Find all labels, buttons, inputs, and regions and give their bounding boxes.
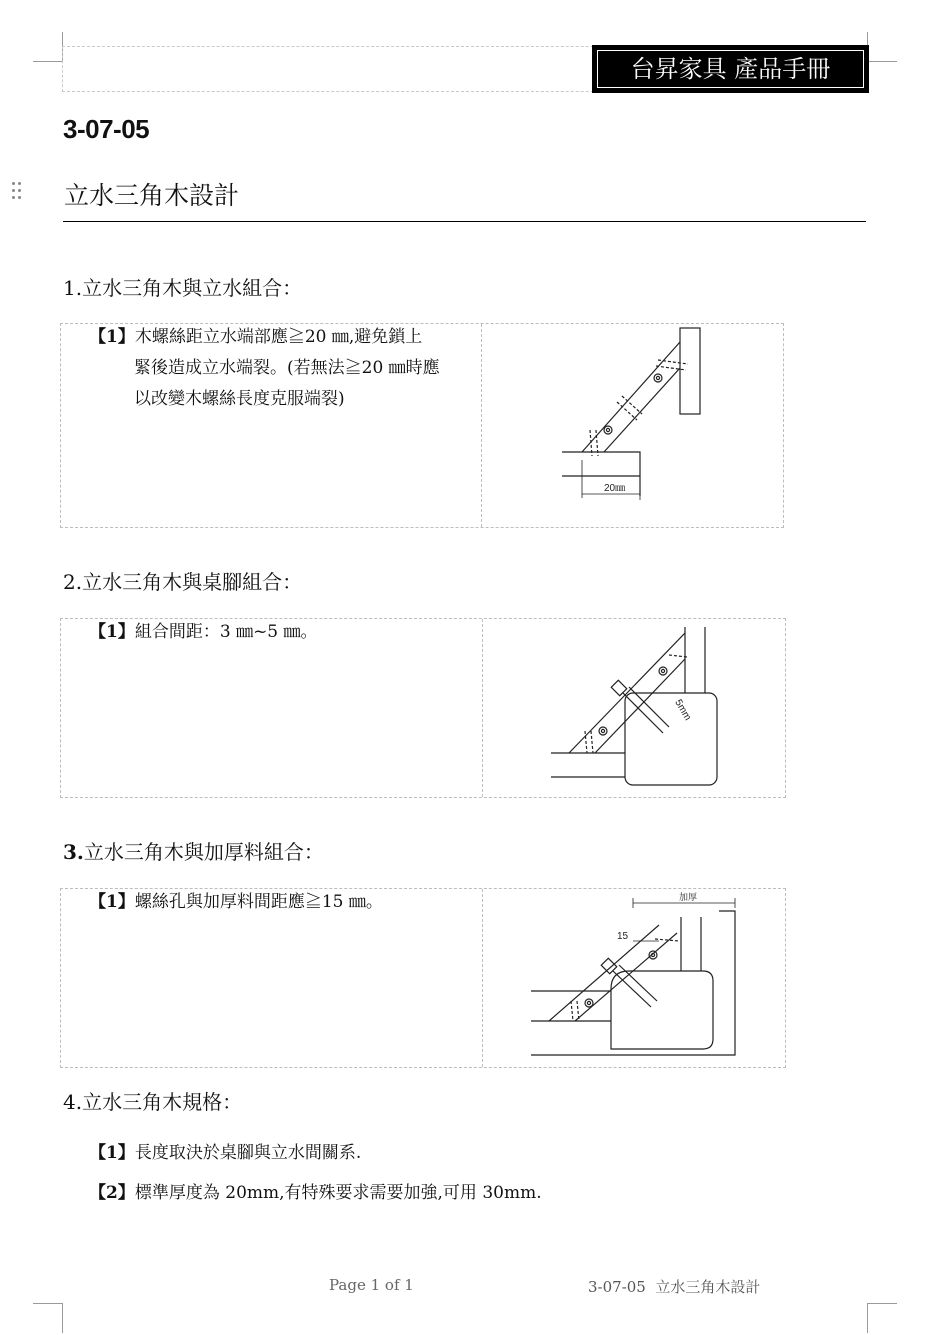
item-text: 長度取決於桌腳與立水間關系. [134,1143,362,1163]
list-item [89,617,318,648]
brand-inner-frame [597,50,864,88]
brace-edge [575,933,677,1021]
screw-icon [587,1001,590,1004]
dimension-label: 20㎜ [604,483,626,494]
footer-page-number: Page 1 of 1 [329,1276,414,1294]
screw-icon [604,426,612,434]
list-item [89,1178,542,1209]
section-heading-2 [63,566,302,595]
crop-mark [867,1303,868,1333]
screw-icon [599,727,607,735]
bolt-head-icon [601,958,617,974]
item-marker: 【2】 [89,1183,135,1203]
screw-icon [656,366,686,370]
diagram-joint-2 [483,619,785,797]
bolt-icon [623,693,663,733]
list-item [89,322,440,415]
item-text: 組合間距：3 ㎜~5 ㎜。 [134,622,318,642]
diagram-joint-3 [483,889,785,1067]
section-heading-1 [63,272,302,301]
section-heading-4 [63,1086,242,1115]
section-number: 3. [63,840,84,864]
screw-icon [651,953,654,956]
dimension-label: 加厚 [679,892,698,902]
section-number: 4. [63,1090,83,1114]
brand-banner [593,46,868,92]
title-divider [63,221,866,222]
section-heading-text: 立水三角木規格： [82,1090,243,1114]
offset-label: 15 [617,931,629,942]
screw-icon [606,428,609,431]
leg-shape [611,971,713,1049]
list-item [89,887,383,918]
screw-icon [591,731,593,753]
screw-icon [661,669,664,672]
list-item [89,1138,361,1169]
section-number: 1. [63,276,83,300]
thick-block-shape [531,911,735,1055]
crop-mark [867,1303,897,1304]
item-marker: 【1】 [89,622,135,642]
dimension-label: 5mm [672,697,693,723]
item-text: 木螺絲距立水端部應≧20 ㎜,避免鎖上 [134,327,423,347]
brace-edge [604,368,680,452]
item-text: 以改變木螺絲長度克服端裂) [134,389,345,409]
section-heading-text: 立水三角木與桌腳組合： [82,570,303,594]
screw-icon [654,374,662,382]
bolt-icon [613,971,651,1007]
bolt-head-icon [611,680,627,696]
screw-icon [571,1001,573,1021]
section-heading-text: 立水三角木與立水組合： [82,276,303,300]
crop-mark [62,1303,63,1333]
crop-mark [33,61,63,62]
crop-mark [33,1303,63,1304]
screw-icon [669,655,687,657]
item-marker: 【1】 [89,1143,135,1163]
item-text: 標準厚度為 20mm,有特殊要求需要加強,可用 30mm. [134,1183,542,1203]
page-title: 立水三角木設計 [64,181,240,210]
brace-break [622,396,642,414]
item-text: 緊後造成立水端裂。(若無法≧20 ㎜時應 [134,358,440,378]
screw-icon [585,999,593,1007]
item-text: 螺絲孔與加厚料間距應≧15 ㎜。 [134,892,383,912]
section-heading-text: 立水三角木與加厚料組合： [83,840,324,864]
section-number: 2. [63,570,83,594]
diagram-joint-1 [482,324,783,527]
brace-break [617,402,637,420]
screw-icon [659,667,667,675]
drag-handle-icon[interactable] [12,182,24,202]
rail-shape [562,452,640,496]
brace-edge [549,925,659,1021]
post-shape [680,328,700,414]
footer-doc-title: 3-07-05 立水三角木設計 [588,1278,761,1296]
screw-icon [649,951,657,959]
section-heading-3 [63,836,324,865]
screw-icon [601,729,604,732]
brand-text: 台昇家具 產品手冊 [630,55,831,83]
item-marker: 【1】 [89,327,135,347]
screw-icon [656,376,659,379]
document-code: 3-07-05 [63,114,150,144]
crop-mark [867,61,897,62]
brace-edge [595,659,685,753]
item-marker: 【1】 [89,892,135,912]
